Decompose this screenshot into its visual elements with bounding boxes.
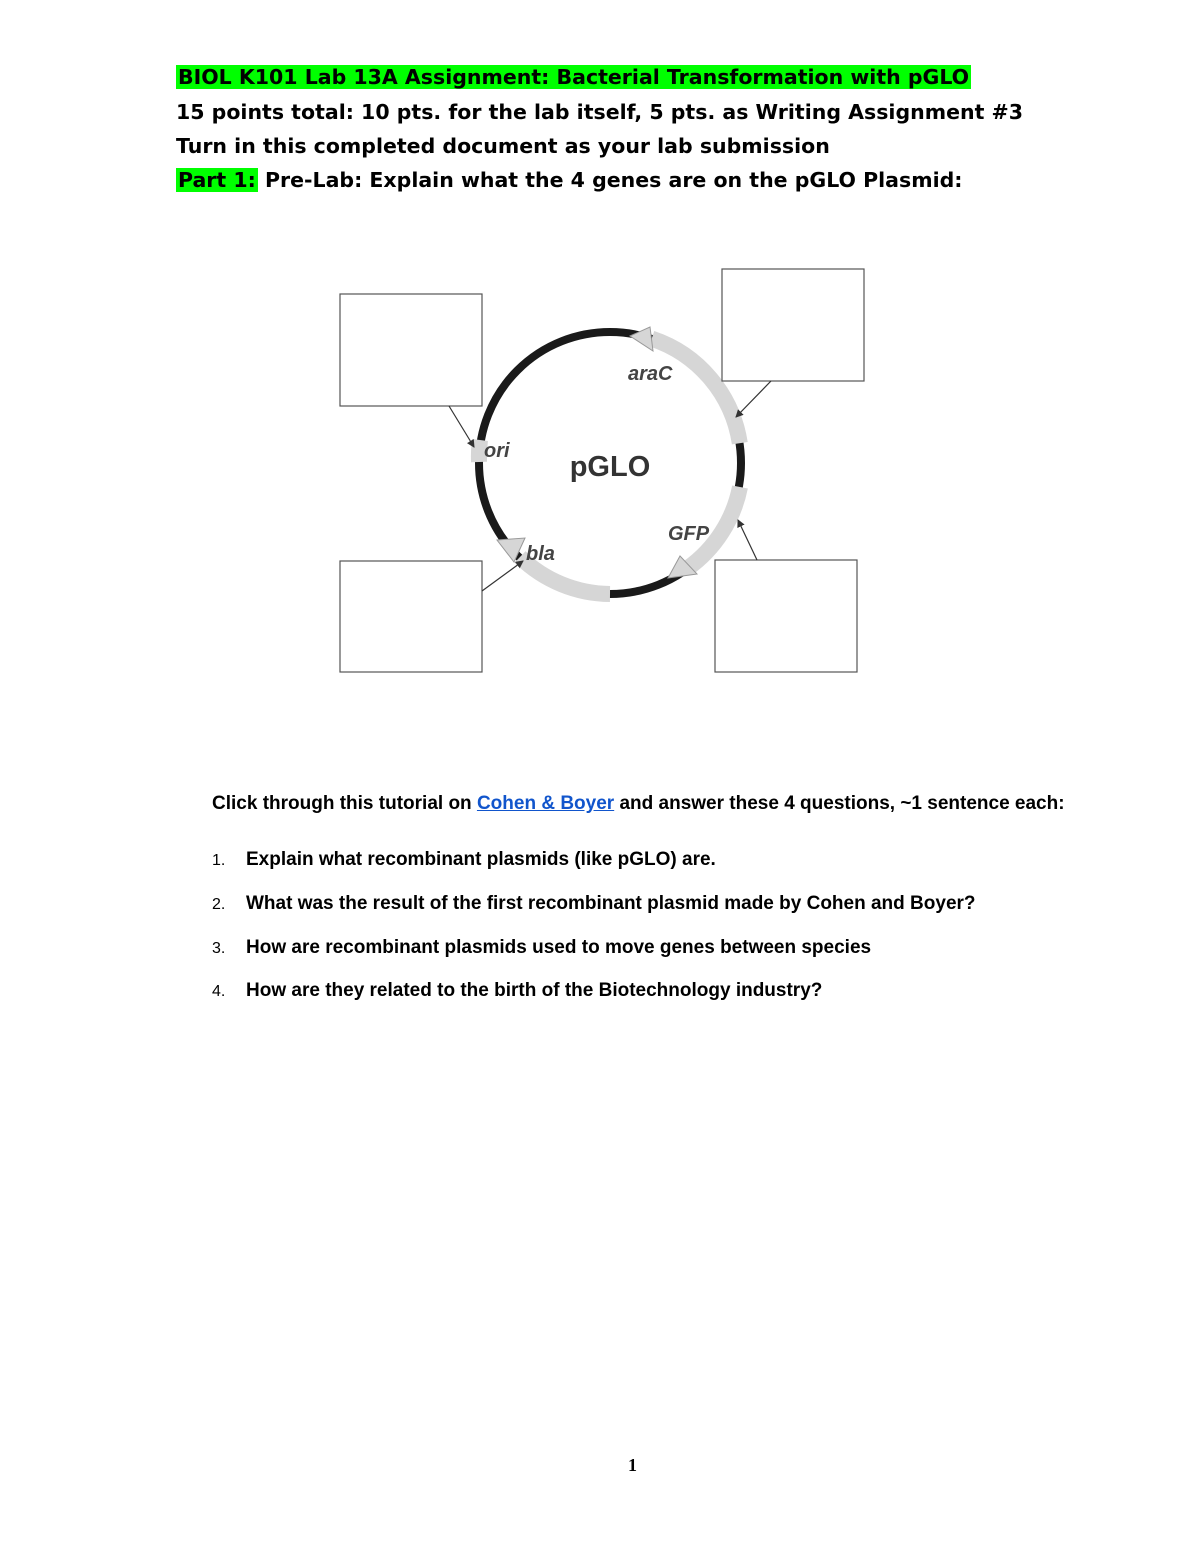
pointer-arrow-bla [482,561,523,591]
question-text: How are they related to the birth of the Biotechnology industry? [246,980,823,1001]
cohen-boyer-link[interactable]: Cohen & Boyer [476,793,615,814]
answer-box-arac[interactable] [722,269,864,381]
tutorial-instructions [212,790,1092,818]
gene-label-gfp: GFP [668,523,710,545]
question-number: 1. [212,852,226,869]
question-item [212,934,871,963]
answer-box-bla[interactable] [340,561,482,672]
pointer-arrow-gfp [738,520,757,560]
answer-box-ori[interactable] [340,294,482,406]
part-text: Pre-Lab: Explain what the 4 genes are on the pGLO Plasmid: [264,168,963,192]
plasmid-diagram [0,0,1200,720]
answer-box-gfp[interactable] [715,560,857,672]
page-number: 1 [628,1455,637,1475]
turn-in-line: Turn in this completed document as your lab submission [176,134,830,158]
pointer-arrow-arac [736,381,771,417]
tutorial-prefix: Click through this tutorial on [212,793,477,814]
part-label: Part 1: [178,168,256,192]
points-line: 15 points total: 10 pts. for the lab itself, 5 pts. as Writing Assignment #3 [176,100,1023,124]
question-number: 2. [212,896,226,913]
question-item [212,890,976,919]
plasmid-label: pGLO [569,451,651,483]
question-text: How are recombinant plasmids used to move genes between species [246,937,872,958]
question-text: What was the result of the first recombinant plasmid made by Cohen and Boyer? [246,893,976,914]
question-item [212,846,716,875]
tutorial-suffix: and answer these 4 questions, ~1 sentence each: [614,793,1065,814]
pointer-arrow-ori [449,406,474,447]
question-number: 4. [212,983,226,1000]
question-item [212,977,822,1006]
gene-label-ori: ori [484,440,510,462]
gene-label-arac: araC [628,363,673,385]
title-highlight: BIOL K101 Lab 13A Assignment: Bacterial Transformation with pGLO [178,65,970,89]
question-text: Explain what recombinant plasmids (like pGLO) are. [246,849,716,870]
gene-label-bla: bla [526,543,555,565]
question-number: 3. [212,940,226,957]
ori-segment [479,440,480,462]
